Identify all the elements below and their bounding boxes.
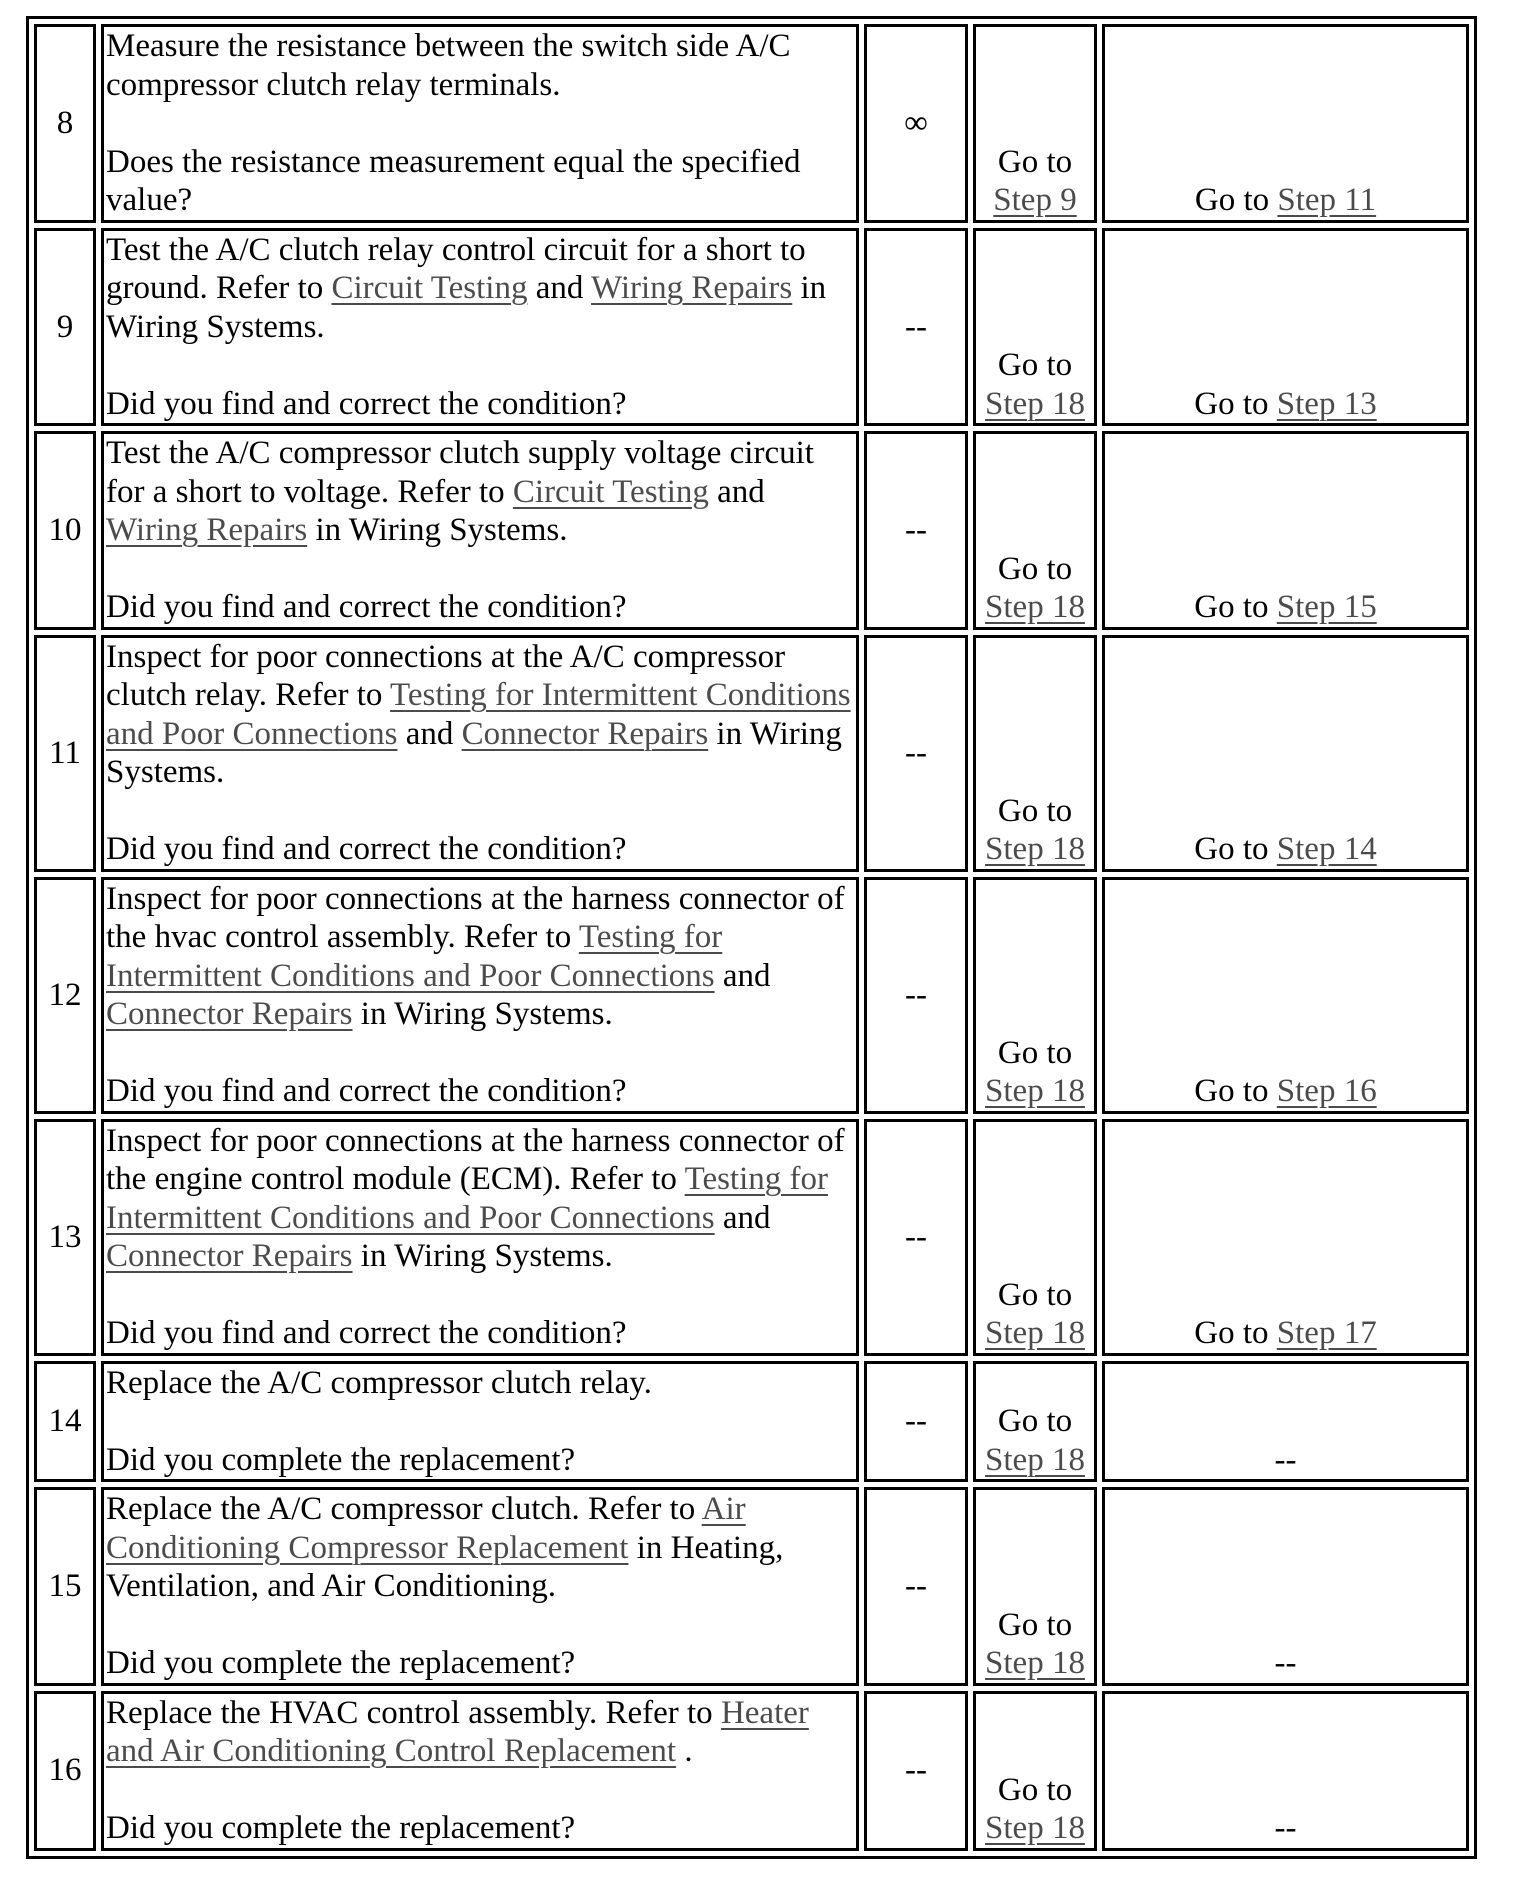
step-action bbox=[101, 24, 859, 223]
action-question bbox=[106, 385, 854, 424]
step-number: 10 bbox=[34, 431, 96, 630]
step-number: 16 bbox=[34, 1691, 96, 1851]
action-text: Did you find and correct the condition? bbox=[106, 589, 627, 625]
table-row bbox=[34, 431, 1469, 630]
yes-prefix: Go to bbox=[997, 1606, 1073, 1643]
action-text: Did you complete the replacement? bbox=[106, 1645, 576, 1681]
yes-prefix: Go to bbox=[997, 347, 1073, 383]
action-text: in Wiring Systems. bbox=[307, 512, 568, 548]
yes-action bbox=[973, 1691, 1097, 1851]
step-value: -- bbox=[864, 1361, 968, 1483]
step-number: 11 bbox=[34, 635, 96, 872]
no-step-link[interactable]: Step 13 bbox=[1276, 385, 1377, 422]
action-text: and bbox=[714, 957, 771, 994]
action-instruction bbox=[106, 1122, 854, 1276]
no-prefix: Go to bbox=[1194, 831, 1269, 867]
action-text: Replace the A/C compressor clutch. Refer to bbox=[106, 1491, 702, 1527]
action-text: and bbox=[708, 473, 765, 510]
reference-link[interactable]: Connector Repairs bbox=[106, 1238, 353, 1274]
step-number: 12 bbox=[34, 877, 96, 1114]
table-row bbox=[34, 635, 1469, 872]
reference-link[interactable]: Circuit Testing bbox=[512, 473, 709, 510]
no-action bbox=[1102, 877, 1469, 1114]
yes-prefix: Go to bbox=[997, 1034, 1073, 1071]
step-number: 13 bbox=[34, 1119, 96, 1356]
action-text: in Wiring Systems. bbox=[106, 270, 827, 345]
reference-link[interactable]: Circuit Testing bbox=[331, 270, 528, 306]
no-action-none: -- bbox=[1274, 1645, 1297, 1681]
yes-prefix: Go to bbox=[997, 1276, 1073, 1313]
step-number: 8 bbox=[34, 24, 96, 223]
table-row bbox=[34, 24, 1469, 223]
action-question bbox=[106, 1072, 854, 1111]
yes-action bbox=[973, 877, 1097, 1114]
reference-link[interactable]: Testing for Intermittent Conditions and Poor Connections bbox=[106, 677, 851, 752]
table-row bbox=[34, 1119, 1469, 1356]
no-action bbox=[1102, 24, 1469, 223]
yes-prefix: Go to bbox=[997, 1771, 1073, 1808]
no-prefix: Go to bbox=[1194, 1315, 1269, 1351]
step-number: 9 bbox=[34, 228, 96, 427]
yes-step-link[interactable]: Step 18 bbox=[985, 385, 1085, 422]
no-step-link[interactable]: Step 11 bbox=[1277, 182, 1377, 218]
no-action-none: -- bbox=[1274, 1810, 1297, 1846]
no-step-link[interactable]: Step 15 bbox=[1276, 589, 1377, 625]
table-row bbox=[34, 1361, 1469, 1483]
reference-link[interactable]: Testing for Intermittent Conditions and Poor Connections bbox=[106, 919, 723, 994]
diagnostic-table-container bbox=[26, 16, 1468, 1859]
step-number: 14 bbox=[34, 1361, 96, 1483]
action-text: in Wiring Systems. bbox=[352, 1238, 613, 1274]
no-action bbox=[1102, 1691, 1469, 1851]
step-value: -- bbox=[864, 1487, 968, 1686]
step-value: -- bbox=[864, 877, 968, 1114]
action-question bbox=[106, 1809, 854, 1848]
yes-prefix: Go to bbox=[997, 792, 1073, 829]
reference-link[interactable]: Testing for Intermittent Conditions and Poor Connections bbox=[106, 1161, 829, 1236]
step-value: -- bbox=[864, 431, 968, 630]
action-text: Inspect for poor connections at the A/C compressor clutch relay. Refer to bbox=[106, 638, 786, 713]
action-instruction bbox=[106, 1694, 854, 1771]
no-action bbox=[1102, 1119, 1469, 1356]
reference-link[interactable]: Connector Repairs bbox=[461, 715, 709, 752]
step-action bbox=[101, 1691, 859, 1851]
action-instruction bbox=[106, 1364, 854, 1403]
no-step-link[interactable]: Step 17 bbox=[1276, 1315, 1377, 1351]
action-text: Did you complete the replacement? bbox=[106, 1810, 576, 1846]
no-action bbox=[1102, 1487, 1469, 1686]
yes-action bbox=[973, 1487, 1097, 1686]
no-prefix: Go to bbox=[1194, 182, 1270, 218]
yes-prefix: Go to bbox=[997, 143, 1073, 180]
step-value: -- bbox=[864, 1119, 968, 1356]
reference-link[interactable]: Wiring Repairs bbox=[106, 512, 308, 548]
action-text: Did you find and correct the condition? bbox=[106, 385, 627, 422]
table-body bbox=[34, 24, 1469, 1851]
action-question bbox=[106, 830, 854, 869]
action-text: Did you find and correct the condition? bbox=[106, 831, 627, 867]
table-row bbox=[34, 228, 1469, 427]
no-step-link[interactable]: Step 16 bbox=[1276, 1073, 1377, 1109]
yes-action bbox=[973, 1119, 1097, 1356]
yes-step-link[interactable]: Step 18 bbox=[985, 1645, 1085, 1681]
step-action bbox=[101, 877, 859, 1114]
action-instruction bbox=[106, 434, 854, 550]
action-text: Replace the A/C compressor clutch relay. bbox=[106, 1364, 652, 1401]
table-row bbox=[34, 1487, 1469, 1686]
action-question bbox=[106, 1644, 854, 1683]
yes-action bbox=[973, 228, 1097, 427]
step-number: 15 bbox=[34, 1487, 96, 1686]
yes-action bbox=[973, 1361, 1097, 1483]
yes-prefix: Go to bbox=[997, 550, 1073, 587]
step-value: -- bbox=[864, 228, 968, 427]
reference-link[interactable]: Heater and Air Conditioning Control Replacement bbox=[106, 1694, 809, 1769]
action-text: in Heating, Ventilation, and Air Conditioning. bbox=[106, 1529, 784, 1604]
no-action-none: -- bbox=[1274, 1441, 1297, 1478]
action-text: in Wiring Systems. bbox=[352, 996, 613, 1032]
yes-step-link[interactable]: Step 18 bbox=[985, 1315, 1085, 1351]
action-text: and bbox=[527, 270, 592, 306]
no-prefix: Go to bbox=[1194, 385, 1269, 422]
action-text: Replace the HVAC control assembly. Refer to bbox=[106, 1694, 721, 1731]
action-text: Inspect for poor connections at the harness connector of the engine control module (ECM). Refer to bbox=[106, 1122, 845, 1197]
no-action bbox=[1102, 431, 1469, 630]
step-action bbox=[101, 1361, 859, 1483]
action-text: in Wiring Systems. bbox=[106, 715, 842, 790]
diagnostic-steps-table bbox=[26, 16, 1477, 1859]
action-question bbox=[106, 1441, 854, 1480]
step-action bbox=[101, 1487, 859, 1686]
action-text: Test the A/C clutch relay control circuit for a short to ground. Refer to bbox=[106, 231, 806, 306]
yes-step-link[interactable]: Step 18 bbox=[985, 589, 1085, 625]
action-text: Did you complete the replacement? bbox=[106, 1441, 576, 1478]
no-action bbox=[1102, 635, 1469, 872]
reference-link[interactable]: Connector Repairs bbox=[106, 996, 353, 1032]
action-text: and bbox=[714, 1199, 771, 1236]
yes-step-link[interactable]: Step 18 bbox=[985, 1441, 1085, 1478]
action-instruction bbox=[106, 1490, 854, 1606]
step-action bbox=[101, 635, 859, 872]
action-instruction bbox=[106, 880, 854, 1034]
yes-step-link[interactable]: Step 9 bbox=[993, 182, 1077, 218]
table-row bbox=[34, 877, 1469, 1114]
action-text: Did you find and correct the condition? bbox=[106, 1073, 627, 1109]
action-text: . bbox=[676, 1733, 693, 1769]
yes-action bbox=[973, 635, 1097, 872]
action-text: Test the A/C compressor clutch supply voltage circuit for a short to voltage. Refer to bbox=[106, 435, 814, 510]
no-prefix: Go to bbox=[1194, 589, 1269, 625]
no-action bbox=[1102, 228, 1469, 427]
no-action bbox=[1102, 1361, 1469, 1483]
step-value: -- bbox=[864, 1691, 968, 1851]
no-step-link[interactable]: Step 14 bbox=[1276, 831, 1377, 867]
table-row bbox=[34, 1691, 1469, 1851]
action-text: Did you find and correct the condition? bbox=[106, 1315, 627, 1351]
action-instruction bbox=[106, 638, 854, 792]
yes-step-link[interactable]: Step 18 bbox=[985, 1810, 1085, 1846]
no-prefix: Go to bbox=[1194, 1073, 1269, 1109]
step-action bbox=[101, 431, 859, 630]
reference-link[interactable]: Air Conditioning Compressor Replacement bbox=[106, 1491, 746, 1566]
yes-action bbox=[973, 431, 1097, 630]
step-action bbox=[101, 1119, 859, 1356]
step-action bbox=[101, 228, 859, 427]
action-text: Measure the resistance between the switch side A/C compressor clutch relay terminals. bbox=[106, 28, 791, 103]
step-value: -- bbox=[864, 635, 968, 872]
yes-step-link[interactable]: Step 18 bbox=[985, 831, 1085, 867]
action-text: Does the resistance measurement equal the specified value? bbox=[106, 143, 801, 218]
action-question bbox=[106, 143, 854, 220]
action-instruction bbox=[106, 27, 854, 104]
action-question bbox=[106, 1314, 854, 1353]
reference-link[interactable]: Wiring Repairs bbox=[591, 270, 793, 306]
action-instruction bbox=[106, 231, 854, 347]
yes-action bbox=[973, 24, 1097, 223]
step-value: ∞ bbox=[864, 24, 968, 223]
yes-step-link[interactable]: Step 18 bbox=[985, 1073, 1085, 1109]
yes-prefix: Go to bbox=[997, 1403, 1073, 1439]
action-text: and bbox=[397, 715, 462, 752]
action-text: Inspect for poor connections at the harness connector of the hvac control assembly. Refer to bbox=[106, 880, 845, 955]
action-question bbox=[106, 588, 854, 627]
